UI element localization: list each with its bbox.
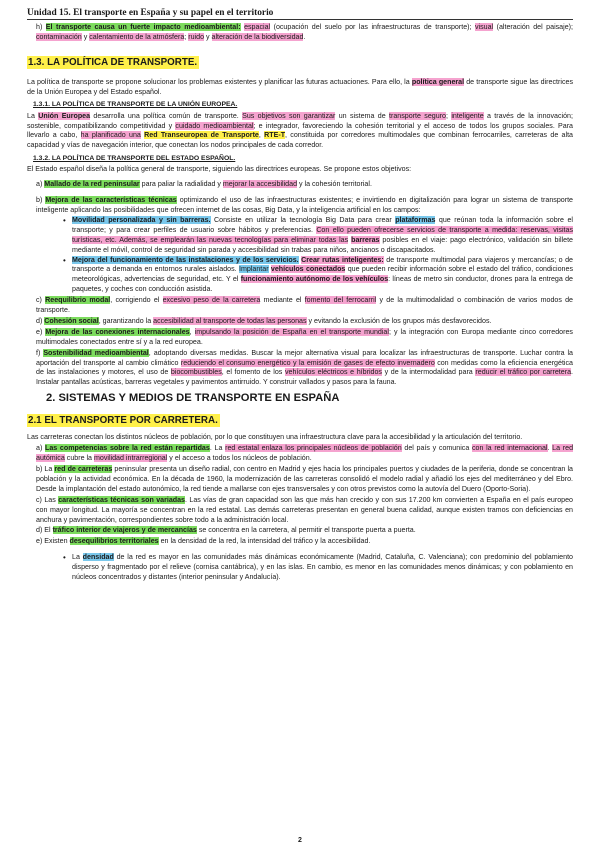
carreteras-item-e: e) Existen desequilibrios territoriales en la densidad de la red, la intensidad del tráfico y la accesibilidad.: [36, 537, 371, 546]
running-header: Unidad 15. El transporte en España y su papel en el territorio: [27, 8, 573, 20]
objective-f: f) Sostenibilidad medioambiental, adoptando diversas medidas. Buscar la mejor alternativa visual para localizar las infraestructuras de transporte. Luchar contra la aportación del transporte al cambio climático reduciendo el consumo energético y la emisión de gases de efecto invernadero con medidas como la eficiencia energética de las instalaciones y motores, el uso de biocombustibles, el fomento de los vehículos eléctricos e híbridos y de la intermodalidad para reducir el tráfico por carretera. Instalar pantallas acústicas, barreras vegetales y pavimentos antirruido. Y construir vallados y pasos para la fauna.: [36, 348, 574, 387]
objective-e: e) Mejora de las conexiones internacionales, impulsando la posición de España en el transporte mundial; y la integración con Europa mediante cinco corredores multimodales conectados entre sí y a la red europea.: [36, 327, 573, 346]
objective-c: c) Reequilibrio modal, corrigiendo el excesivo peso de la carretera mediante el fomento del ferrocarril y de la multimodalidad o combinación de varios modos de transporte.: [36, 296, 574, 315]
bullet-movilidad: • Movilidad personalizada y sin barreras. Consiste en utilizar la tecnología Big Data para crear plataformas que reúnan toda la información sobre el transporte; y para crear perfiles de usuario sobre hábitos y preferencias. Con ello pueden ofrecerse servicios de transporte a medida: reservas, visitas turísticas, etc. Además, se emplearán las nuevas tecnologías para eliminar todas las barreras posibles en el viaje: pago electrónico, validación sin billete mediante el móvil, control de seguridad sin parada y accesibilidad sin trabas para niños, ancianos o discapacitados.: [63, 215, 573, 254]
section-heading-2-1: 2.1 EL TRANSPORTE POR CARRETERA.: [28, 415, 218, 427]
paragraph-union-europea: La Unión Europea desarrolla una política común de transporte. Sus objetivos son garantizar un sistema de transporte seguro; inteligente a través de la innovación; sostenible, compatibilizando competitividad y cuidado medioambiental; e integrador, favoreciendo la cohesión territorial y el acceso de todos los grupos sociales. Para llevarlo a cabo, ha planificado una Red Transeuropea de Transporte, RTE-T, constituida por corredores multimodales que combinan ferrocarriles, carreteras de alta capacidad y vías de navegación interior, que conectan los nodos principales de cada corredor.: [27, 111, 573, 150]
carreteras-item-d: d) El tráfico interior de viajeros y de mercancías se concentra en la carretera, al permitir el transporte puerta a puerta.: [36, 526, 416, 535]
section-heading-2: 2. SISTEMAS Y MEDIOS DE TRANSPORTE EN ESPAÑA: [46, 392, 340, 405]
objective-b: b) Mejora de las características técnicas optimizando el uso de las infraestructuras existentes; e invirtiendo en digitalización para lograr un sistema de transporte inteligente aplicando las posibilidades que ofrecen internet de las cosas, Big Data, y la inteligencia artificial en los campos:: [36, 196, 574, 214]
bullet-funcionamiento: • Mejora del funcionamiento de las instalaciones y de los servicios. Crear rutas inteligentes: de transporte multimodal para viajeros y mercancías; o de transporte a demanda en entornos rurales aislados. Implantar vehículos conectados que pueden recibir información sobre el estado del tráfico, condiciones meteorológicas, advertencias de seguridad, etc. Y el funcionamiento autónomo de los vehículos: líneas de metro sin conductor, drones para la entrega de paquetes, y coches con conducción asistida.: [63, 255, 574, 294]
carreteras-item-a: a) Las competencias sobre la red están repartidas. La red estatal enlaza los principales núcleos de población del país y comunica con la red internacional. La red autómica cubre la movilidad intrarregional y el acceso a todos los núcleos de población.: [36, 444, 574, 463]
section-heading-1-3: 1.3. LA POLÍTICA DE TRANSPORTE.: [28, 56, 198, 68]
bullet-dot: •: [63, 553, 66, 563]
carreteras-item-b: b) La red de carreteras peninsular presenta un diseño radial, con centro en Madrid y ejes hacia los principales puertos y ciudades de la periferia, donde se concentran la población y la actividad económica. En la década de 1960, la modernización de las carreteras consolidó el modelo radial y añadió los ejes del mediterráneo y del Ebro. Desde la implantación del estado autonómico, la red tiende a mallarse con ejes transversales y con otros previstos como la autovía del Duero (Oporto-Soria).: [36, 465, 573, 493]
bullet-dot: •: [63, 215, 66, 225]
impact-item-h: h) El transporte causa un fuerte impacto medioambiental: espacial (ocupación del suelo por las infraestructuras de transporte); visual (alteración del paisaje); contaminación y calentamiento de la atmósfera; ruido y alteración de la biodiversidad.: [36, 23, 573, 41]
paragraph-carreteras-intro: Las carreteras conectan los distintos núcleos de población, por lo que constituyen una infraestructura clave para la accesibilidad y la articulación del territorio.: [27, 433, 523, 442]
objective-d: d) Cohesión social, garantizando la accesibilidad al transporte de todas las personas y evitando la exclusión de los grupos más desfavorecidos.: [36, 316, 492, 325]
page-number: 2: [298, 837, 302, 844]
objective-a: a) Mallado de la red peninsular para paliar la radialidad y mejorar la accesibilidad y la cohesión territorial.: [36, 180, 372, 189]
bullet-densidad: • La densidad de la red es mayor en las comunidades más dinámicas económicamente (Madrid, Cataluña, C. Valenciana); con predominio del poblamiento disperso y fragmentado por el relieve (cornisa cantábrica), y en las islas. En cambio, es menor en las comunidades menos dinámicas; y con poblamiento en núcleos concentrados y distantes (interior peninsular y Andalucía).: [63, 553, 573, 582]
subheading-1-3-1: 1.3.1. LA POLÍTICA DE TRANSPORTE DE LA UNIÓN EUROPEA.: [33, 100, 238, 108]
carreteras-item-c: c) Las características técnicas son variadas. Las vías de gran capacidad son las que más han crecido y con sus 17.200 km convierten a España en el país europeo con mayor longitud. La mayoría se concentran en la red estatal. Las demás carreteras presentan en general buena calidad, aunque existen tramos con deficiencias en anchura y pavimentación, correspondientes sobre todo a la administración local.: [36, 495, 573, 524]
paragraph-politica-general: La política de transporte se propone solucionar los problemas existentes y planificar las futuras actuaciones. Para ello, la política general de transporte sigue las directrices de la Unión Europea y del Estado español.: [27, 77, 573, 96]
paragraph-estado-intro: El Estado español diseña la política general de transporte, siguiendo las directrices europeas. Se propone estos objetivos:: [27, 165, 412, 174]
bullet-dot: •: [63, 255, 66, 265]
subheading-1-3-2: 1.3.2. LA POLÍTICA DE TRANSPORTE DEL ESTADO ESPAÑOL.: [33, 155, 236, 163]
